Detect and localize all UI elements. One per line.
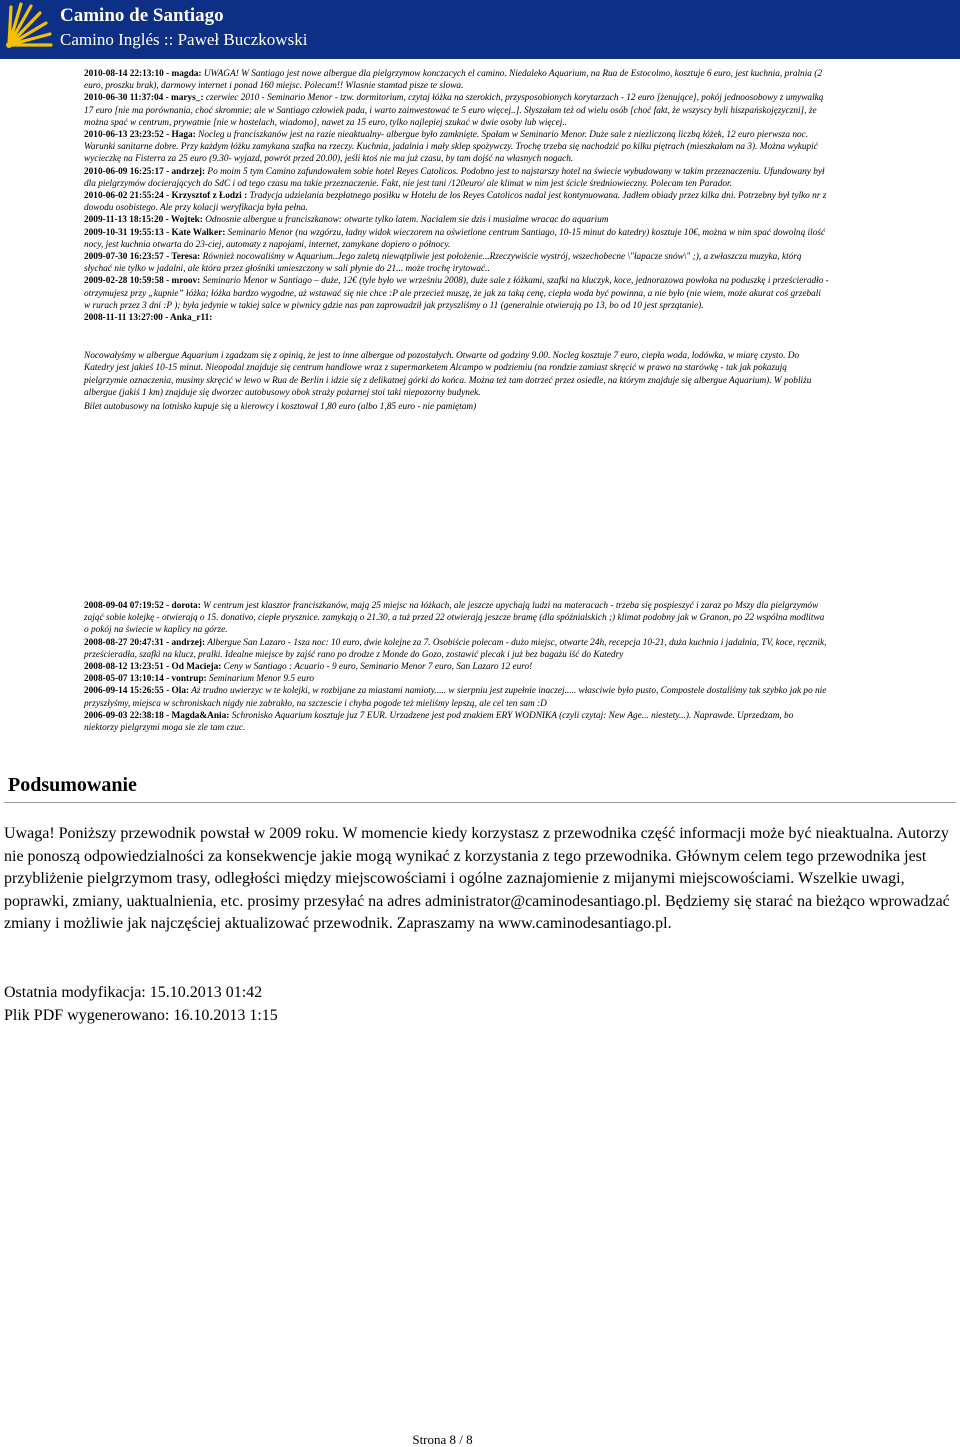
comment-entry <box>84 227 829 251</box>
comment-meta: 2009-02-28 10:59:58 - mroov: <box>84 276 201 287</box>
comment-text: Odnosnie albergue u franciszkanow: otwarte tylko latem. Nacialem sie dzis i musialme wracac do aquarium <box>202 215 609 226</box>
comment-meta: 2009-07-30 16:23:57 - Teresa: <box>84 252 201 263</box>
comments-list-continued <box>84 600 829 734</box>
comment-text: Nocleg u franciszkanów jest na razie nieaktualny- albergue było zamknięte. Spałam w Seminario Menor. Duże sale z niezliczoną liczbą łóżek, 12 euro pierwsza noc. Warunki sanitarne dobre. Przy każdym łóżku zamykana szafka na rzeczy. Kuchnia, jadalnia i mały sklep spożywczy. Trochę trzeba się nachodzić po kilku piętrach (mieszkałam na 3). Można wykupić wycieczkę na Fisterra za 25 euro (9.30- wyjazd, powrót przed 20.00), jeśli ktoś nie ma już czasu, by tam dojść na własnych nogach. <box>84 130 818 165</box>
comment-entry <box>84 312 829 324</box>
comment-entry <box>84 68 829 92</box>
comment-meta: 2009-10-31 19:55:13 - Kate Walker: <box>84 227 226 238</box>
comment-meta: 2010-06-30 11:37:04 - marys_: <box>84 93 204 104</box>
disclaimer-text: Uwaga! Poniższy przewodnik powstał w 2009 roku. W momencie kiedy korzystasz z przewodnika część informacji może być nieaktualna. Autorzy nie ponoszą odpowiedzialności za konsekwencje jakie mogą wynikać z korzystania z tego przewodnika. Głównym celem tego przewodnika jest przybliżenie pielgrzymom trasy, odległości między miejscowościami i ogólne zaznajomienie z mijanymi miejscowościami. Wszelkie uwagi, poprawki, zmiany, uaktualnienia, etc. prosimy przesyłać na adres administrator@caminodesantiago.pl. Będziemy się starać na bieżąco wprowadzać zmiany i możliwie jak najczęściej aktualizować przewodnik. Zapraszamy na www.caminodesantiago.pl. <box>4 825 950 932</box>
comment-entry <box>84 600 829 637</box>
comment-entry <box>84 673 829 685</box>
site-title: Camino de Santiago <box>60 5 224 26</box>
comment-meta: 2006-09-03 22:38:18 - Magda&Ania: <box>84 710 230 721</box>
comment-entry <box>84 685 829 709</box>
comment-entry <box>84 190 829 214</box>
comment-text: Również nocowaliśmy w Aquarium..Jego zaletą niewątpliwie jest położenie...Rzeczywiście wystrój, wszechobecne \"łapacze snów\" ;), a zwłaszcza muzyka, którą słychać nie tylko w jadalni, ale która przez głośniki umieszczony w sali płynie do 21... może trochę irytować.. <box>84 252 802 275</box>
comment-long-text: Bilet autobusowy na lotnisko kupuje się u kierowcy i kosztował 1,80 euro (albo 1,85 euro - nie pamiętam) <box>84 402 477 413</box>
comment-entry <box>84 710 829 734</box>
comment-entry <box>84 129 829 166</box>
comment-spacer <box>84 324 829 350</box>
comment-text: Seminario Menor w Santiago – duże, 12€ (tyle było we wrześniu 2008), duże sale z łóżkami, szafki na kluczyk, koce, jednorazowa powłoka na poduszkę i prześcieradło - otrzymujesz przy „kupnie” łóżka; łóżka bardzo wygodne, aż wstawać się nie chce :P ale przecież muszę, że jak za taką cenę, ciepła woda być powinna, a nie było (nie wiem, może akurat coś grzebali w rurach przez 3 dni :P ); była jedynie w takiej salce w piwnicy gdzie nas pan zaprowadził jak przyszliśmy o 11 (generalnie otwierają po 13, bo od 10 jest sprzątanie). <box>84 276 829 311</box>
comment-text: Po moim 5 tym Camino zafundowałem sobie hotel Reyes Catolicos. Podobno jest to najstarszy hotel na świecie wybudowany w takim przeznaczeniu. Ufundowany był dla pielgrzymów docierających do SdC i od tego czasu ma takie przeznaczenie. Fakt, nie jest tani /120euro/ ale klimat w nim jest ścicle średniowieczny. Polecam ten Parador. <box>84 166 825 189</box>
comment-text: Albergue San Lazaro - 1sza noc: 10 euro, dwie kolejne za 7. Osobiście polecam - dużo miejsc, otwarte 24h, recepcja 10-21, duża kuchnia i jadalnia, TV, koce, ręcznik, prześcieradła, szafki na klucz, pralki. Idealne miejsce by zajść rano po drodze z Monde do Gozo, zostawić plecak i już bez bagażu iść do Katedry <box>84 637 827 660</box>
comment-entry <box>84 637 829 661</box>
document-meta <box>4 982 278 1027</box>
comment-entry <box>84 661 829 673</box>
comment-meta: 2008-11-11 13:27:00 - Anka_r11: <box>84 313 213 324</box>
section-heading-summary: Podsumowanie <box>8 774 137 796</box>
comment-entry <box>84 92 829 129</box>
site-subtitle: Camino Inglés :: Paweł Buczkowski <box>60 30 308 49</box>
comment-meta: 2010-06-09 16:25:17 - andrzej: <box>84 166 206 177</box>
comment-text: Schronisko Aquarium kosztuje juz 7 EUR. Urzadzene jest pod znakiem ERY WODNIKA (czyli czytaj: New Age... niestety...). Naprawde. Uprzedzam, bo niektorzy pielgrzymi moga sie zle tam czuc. <box>84 710 794 734</box>
comment-entry <box>84 166 829 190</box>
comments-list <box>84 68 829 413</box>
scallop-shell-icon <box>1 1 55 57</box>
page-number: Strona 8 / 8 <box>412 1432 473 1447</box>
comment-entry <box>84 251 829 275</box>
site-header <box>0 0 960 59</box>
comment-text: Seminarium Menor 9.5 euro <box>206 674 315 685</box>
comment-text: Tradycja udzielania bezpłatnego posiłku w Hotelu de los Reyes Catolicos nadal jest kontynuowana. Jadłem obiady przez kilka dni. Potrzebny był tylko nr z dowodu osobistego. Ale przy kolacji weryfikacja była pełna. <box>84 191 827 214</box>
comment-meta: 2009-11-13 18:15:20 - Wojtek: <box>84 215 203 226</box>
comment-entry <box>84 275 829 312</box>
comment-meta: 2010-06-02 21:55:24 - Krzysztof z Łodzi : <box>84 191 248 202</box>
comment-meta: 2010-06-13 23:23:52 - Haga: <box>84 130 196 141</box>
last-modified: Ostatnia modyfikacja: 15.10.2013 01:42 <box>4 984 263 1001</box>
comment-entry <box>84 214 829 226</box>
comment-meta: 2008-05-07 13:10:14 - vontrup: <box>84 674 207 685</box>
comment-text: Aż trudno uwierzyc w te kolejki, w rozbijane za miastami namioty..... w sierpniu jest zupełnie inaczej..... własciwie było pusto, Compostele dostaliśmy tak szybko jak po nie przyszłyśmy, miejsca w schroniskach nigdy nie zabrakło, na szczescie i chyba pogode też mieliśmy lepszą, ale cel ten sam :D <box>84 686 827 709</box>
comment-text: UWAGA! W Santiago jest nowe albergue dla pielgrzymow konczacych el camino. Niedaleko Aquarium, na Rua de Estocolmo, kosztuje 6 euro, jest kuchnia, pralnia (2 euro, proszku brak), darmowy internet i ponad 160 miejsc. Polecam!! Wlasnie stamtad pisze te slowa. <box>84 69 822 92</box>
comment-text: czerwiec 2010 - Seminario Menor - tzw. dormitorium, czytaj łóżka na szerokich, przysposobionych korytarzach - 12 euro [żenujące], pokój jednoosobowy z umywalką 17 euro [nie ma porównania, choć skromnie; ale w Santiago człowiek pada, i warto zainwestować te 5 euro więcej..]. Słyszałam też od wielu osób [choć fakt, że wszyscy byli hiszpańskojęzyczni], że można spać w centrum, prywatnie [nie w hostelach, wiadomo], nawet za 15 euro, tylko najlepiej szukać w dwie osoby lub więcej.. <box>84 93 824 128</box>
comment-text: Ceny w Santiago : Acuario - 9 euro, Seminario Menor 7 euro, San Lazaro 12 euro! <box>221 662 533 673</box>
comment-meta: 2008-08-27 20:47:31 - andrzej: <box>84 637 206 648</box>
pdf-generated: Plik PDF wygenerowano: 16.10.2013 1:15 <box>4 1006 278 1024</box>
comment-text: W centrum jest klasztor franciszkanów, mają 25 miejsc na łóżkach, ale jeszcze upychają ludzi na materacach - trzeba się pospieszyć i zaraz po Mszy dla pielgrzymów zająć sobie kolejkę - otwierają o 15. donativo, ciepłe prysznice. zamykają o 21.30, a tuż przed 22 otwierają jeszcze bramę (dla spóźnialskich ;) klimat podobny jak w Granon, po 22 wspólna modlitwa o pokój na świecie w kaplicy na górze. <box>84 601 825 636</box>
comment-meta: 2006-09-14 15:26:55 - Ola: <box>84 686 190 697</box>
comment-meta: 2008-09-04 07:19:52 - dorota: <box>84 601 201 611</box>
comment-meta: 2008-08-12 13:23:51 - Od Macieja: <box>84 662 222 673</box>
comment-text: Seminario Menor (na wzgórzu, ładny widok wieczorem na oświetlone centrum Santiago, 10-15 minut do katedry) kosztuje 10€, można w nim spać dowolną ilość nocy, jest kuchnia otwarta do 23-ciej, automaty z napojami, internet, zamykane dopiero o północy. <box>84 227 826 250</box>
section-divider <box>4 802 956 803</box>
comment-meta: 2010-08-14 22:13:10 - magda: <box>84 69 202 79</box>
comment-long-text: Nocowałyśmy w albergue Aquarium i zgadzam się z opinią, że jest to inne albergue od pozostałych. Otwarte od godziny 9.00. Nocleg kosztuje 7 euro, ciepła woda, lodówka, w miarę czysto. Do Katedry jest jakieś 10-15 minut. Nieopodal znajduje się centrum handlowe wraz z supermarketem Alcampo w podziemiu (na rondzie zamiast skręcić w prawo na starówkę - tak jak pokazują pielgrzymie oznaczenia, musimy skręcić w lewo w Rua de Berlin i idzie się z delikatnej górki do końca. Można też tam dotrzeć przez osiedle, na którym znajduje się albergue Aquarium). W pobliżu albergue (jakiś 1 km) znajduje się dworzec autobusowy obok straży pożarnej stoi taki niepozorny budynek. <box>84 351 812 398</box>
